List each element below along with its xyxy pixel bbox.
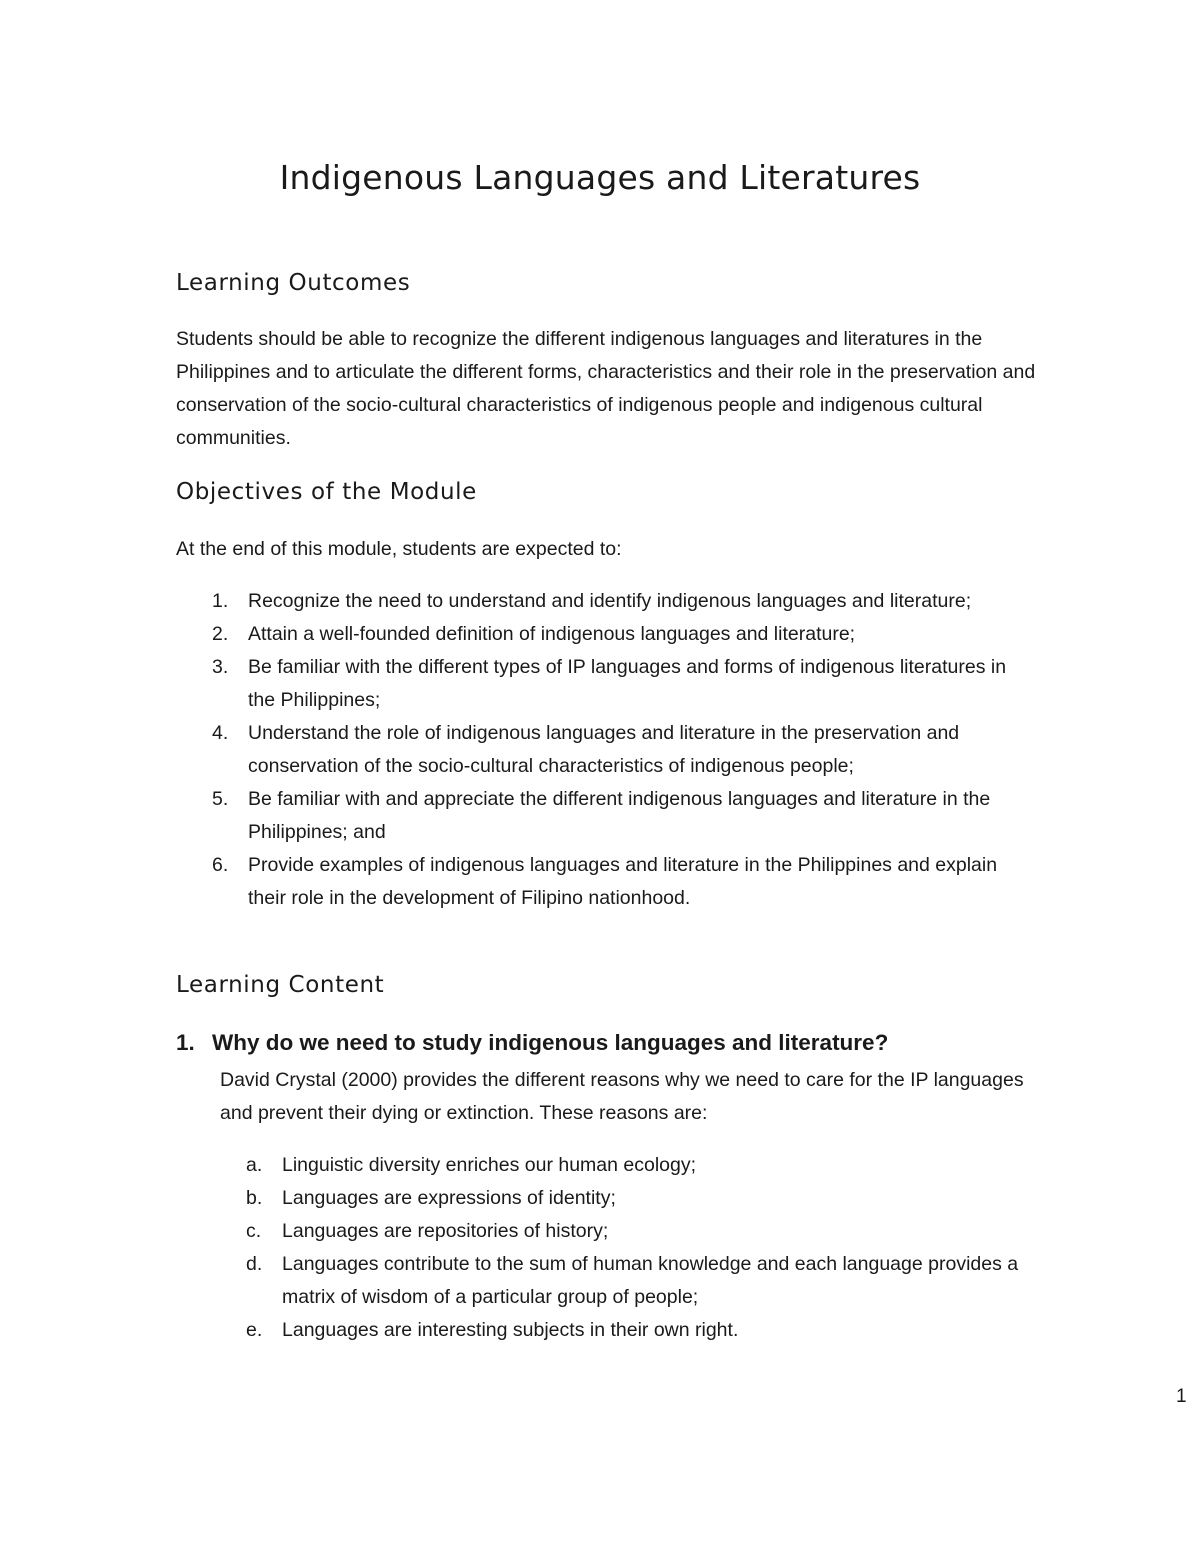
list-item-text: Languages contribute to the sum of human knowledge and each language provides a matrix of wisdom of a particular group of people; — [282, 1253, 1019, 1308]
list-item-text: Languages are expressions of identity; — [282, 1187, 616, 1209]
list-item-text: Linguistic diversity enriches our human ecology; — [282, 1154, 697, 1176]
list-item-text: Languages are repositories of history; — [282, 1220, 609, 1242]
list-letter: a. — [246, 1154, 263, 1176]
list-number: 6. — [212, 854, 229, 876]
list-number: 4. — [212, 722, 229, 744]
learning-content-heading: Learning Content — [176, 972, 385, 998]
list-number: 3. — [212, 656, 229, 678]
question-heading — [176, 1030, 888, 1056]
list-item-text: Languages are interesting subjects in their own right. — [282, 1319, 739, 1341]
list-item-text: Provide examples of indigenous languages and literature in the Philippines and explain their role in the development of Filipino nationhood. — [248, 854, 998, 909]
list-item — [176, 717, 1036, 783]
list-item-text: Attain a well-founded definition of indigenous languages and literature; — [248, 623, 856, 645]
list-item — [176, 783, 1036, 849]
list-item — [176, 585, 1036, 618]
list-item-text: Recognize the need to understand and identify indigenous languages and literature; — [248, 590, 972, 612]
list-item-text: Be familiar with the different types of IP languages and forms of indigenous literatures in the Philippines; — [248, 656, 1007, 711]
list-letter: e. — [246, 1319, 263, 1341]
question-text: Why do we need to study indigenous languages and literature? — [212, 1030, 889, 1055]
reasons-intro: David Crystal (2000) provides the different reasons why we need to care for the IP languages and prevent their dying or extinction. These reasons are: — [220, 1069, 1024, 1124]
list-item — [220, 1182, 1020, 1215]
question-number: 1. — [176, 1030, 195, 1055]
objectives-heading: Objectives of the Module — [176, 479, 477, 505]
objectives-list — [176, 585, 1036, 915]
reasons-list — [220, 1149, 1020, 1347]
list-item — [220, 1215, 1020, 1248]
list-letter: b. — [246, 1187, 263, 1209]
list-item — [220, 1149, 1020, 1182]
page-number: 1 — [1176, 1386, 1187, 1407]
list-letter: d. — [246, 1253, 263, 1275]
list-item — [220, 1248, 1020, 1314]
list-item-text: Understand the role of indigenous languages and literature in the preservation and conservation of the socio-cultural characteristics of indigenous people; — [248, 722, 960, 777]
list-number: 1. — [212, 590, 229, 612]
list-item-text: Be familiar with and appreciate the different indigenous languages and literature in the Philippines; and — [248, 788, 991, 843]
list-item — [176, 849, 1036, 915]
learning-outcomes-heading: Learning Outcomes — [176, 270, 411, 296]
document-title: Indigenous Languages and Literatures — [279, 158, 921, 197]
objectives-intro: At the end of this module, students are expected to: — [176, 538, 622, 560]
list-number: 5. — [212, 788, 229, 810]
list-item — [176, 651, 1036, 717]
list-item — [220, 1314, 1020, 1347]
learning-outcomes-text: Students should be able to recognize the different indigenous languages and literatures in the Philippines and to articulate the different forms, characteristics and their role in the preservation and conservation of the socio-cultural characteristics of indigenous people and indigenous cultural communities. — [176, 328, 1036, 449]
list-item — [176, 618, 1036, 651]
list-letter: c. — [246, 1220, 262, 1242]
list-number: 2. — [212, 623, 229, 645]
